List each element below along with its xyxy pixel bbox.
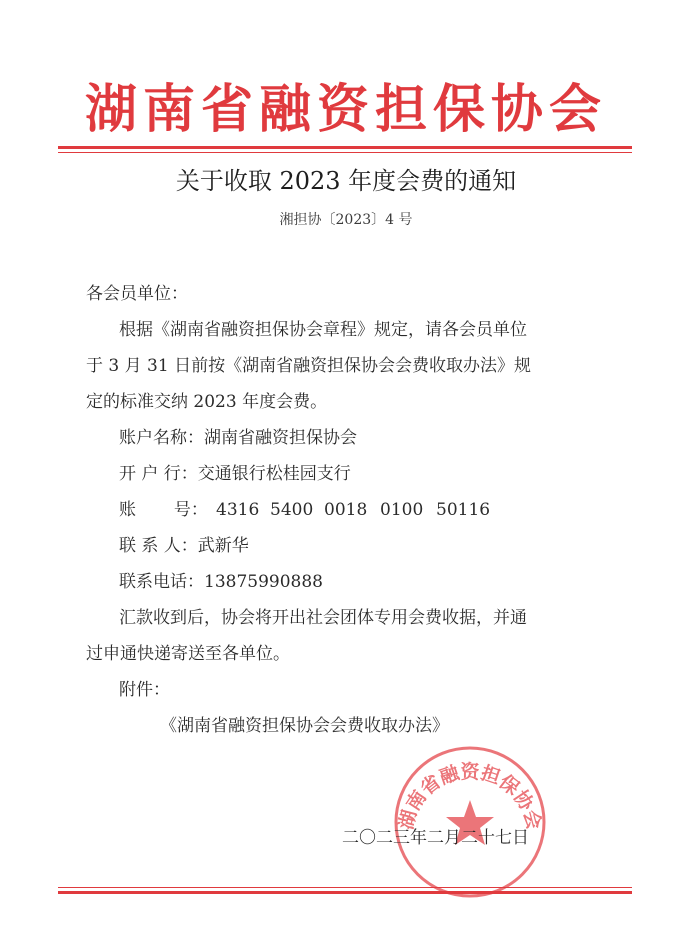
official-seal (392, 744, 548, 900)
salutation: 各会员单位： (86, 284, 188, 304)
seal-text: 湖南省融资担保协会 (395, 761, 545, 832)
document-number: 湘担协〔2023〕4 号 (279, 212, 413, 228)
paragraph-1-line-2: 于 3 月 31 日前按《湖南省融资担保协会会费收取办法》规 (86, 356, 532, 376)
letterhead-title: 湖南省融资担保协会 (84, 79, 607, 140)
attachment-label: 附件： (119, 680, 170, 700)
paragraph-2-line-1: 汇款收到后，协会将开出社会团体专用会费收据，并通 (119, 608, 527, 628)
footer-rule-top (58, 887, 632, 888)
header-rule-thick (58, 146, 632, 149)
account-number-group-1: 4316 (216, 500, 260, 520)
contact-phone: 联系电话：13875990888 (119, 572, 323, 592)
account-number-group-5: 50116 (436, 500, 491, 520)
account-name: 账户名称：湖南省融资担保协会 (119, 428, 357, 448)
account-number-group-4: 0100 (380, 500, 424, 520)
issue-date: 二〇二三年二月二十七日 (342, 828, 529, 848)
paragraph-1-line-1: 根据《湖南省融资担保协会章程》规定，请各会员单位 (119, 320, 527, 340)
account-number-label: 账 号： (119, 500, 208, 520)
paragraph-1-line-3: 定的标准交纳 2023 年度会费。 (86, 392, 328, 412)
account-number-group-2: 5400 (270, 500, 314, 520)
paragraph-2-line-2: 过申通快递寄送至各单位。 (86, 644, 290, 664)
notice-title: 关于收取 2023 年度会费的通知 (175, 167, 517, 195)
footer-rule-bottom (58, 891, 632, 894)
attachment-item: 《湖南省融资担保协会会费收取办法》 (160, 716, 449, 736)
contact-person: 联 系 人：武新华 (119, 536, 249, 556)
bank-name: 开 户 行：交通银行松桂园支行 (119, 464, 351, 484)
account-number-group-3: 0018 (324, 500, 368, 520)
header-rule-thin (58, 152, 632, 153)
